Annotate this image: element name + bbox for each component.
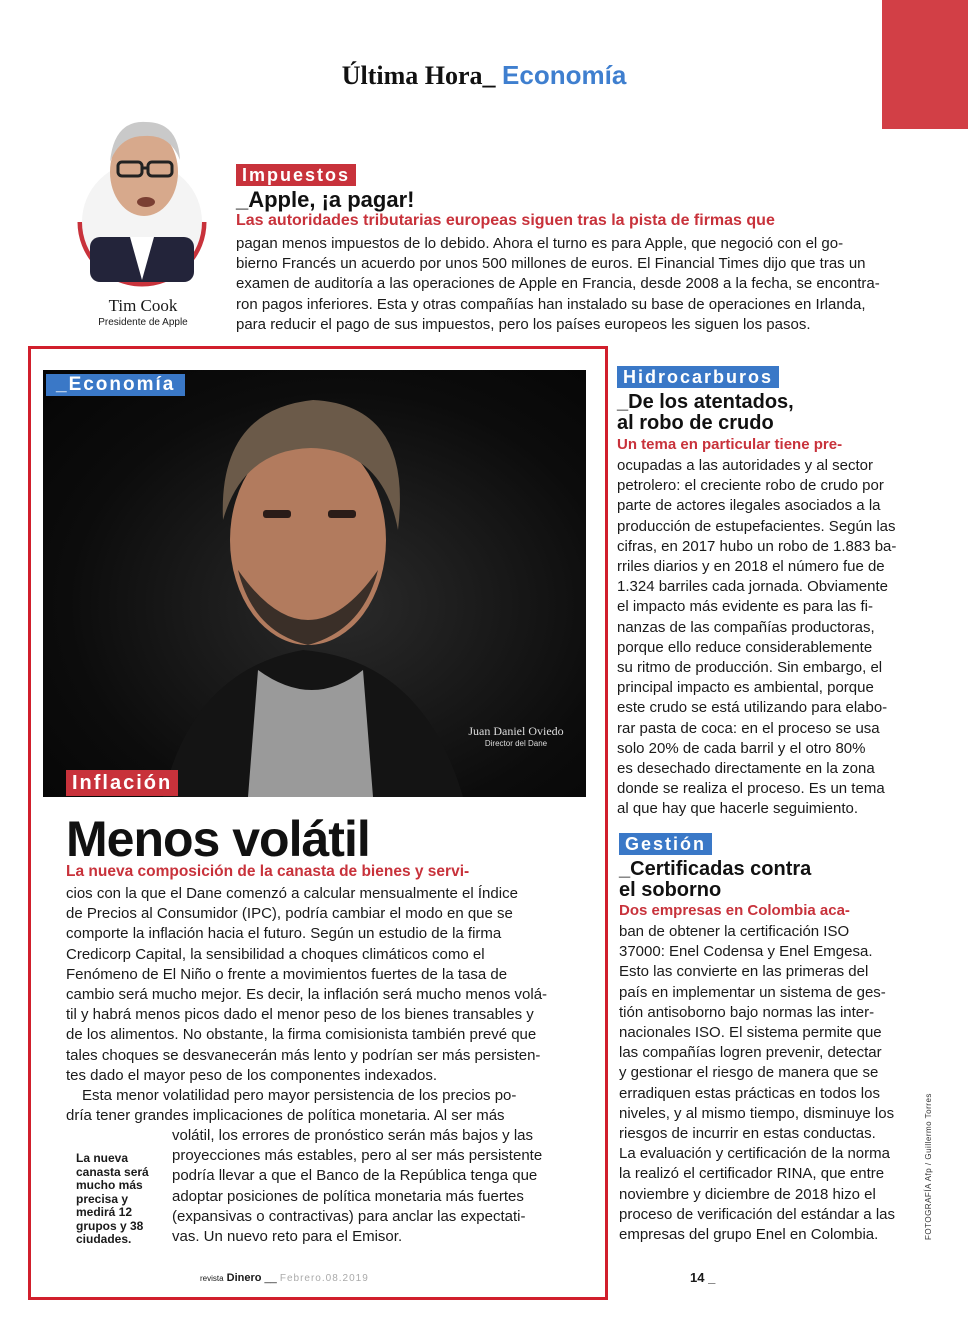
gestion-line: riesgos de incurrir en estas conductas.: [619, 1125, 876, 1143]
main-line: Credicorp Capital, la sensibilidad a choques climáticos como el: [66, 945, 485, 963]
main-line: til y habrá menos picos dado el menor peso de los bienes transables y: [66, 1006, 534, 1024]
gestion-line: proceso de verificación del estándar a las: [619, 1205, 895, 1223]
main-line: de Precios al Consumidor (IPC), podría cambiar el modo en que se: [66, 905, 513, 923]
main-line: podría llevar a que el Banco de la República tenga que: [172, 1167, 538, 1185]
gestion-body: [619, 922, 909, 1245]
footer-brand-small: revista: [200, 1274, 224, 1283]
gestion-line: erradiquen estas prácticas en todos los: [619, 1084, 880, 1102]
footer-brand: Dinero: [226, 1272, 262, 1284]
page-header: [0, 60, 968, 91]
apple-line: pagan menos impuestos de lo debido. Ahora el turno es para Apple, que negoció con el go-: [236, 235, 844, 252]
main-line: proyecciones más estables, pero al ser más persistente: [172, 1147, 543, 1165]
pull-quote-line: precisa y: [76, 1191, 129, 1206]
page-number: 14 _: [690, 1270, 716, 1285]
apple-line: examen de auditoría a las operaciones de Apple en Francia, desde 2008 a la fecha, se encontra-: [236, 275, 880, 293]
gestion-line: niveles, y al mismo tiempo, disminuye los: [619, 1104, 895, 1122]
gestion-line: tión antisoborno bajo normas las inter-: [619, 1003, 875, 1021]
hidro-line: donde se realiza el proceso. Es un tema: [617, 780, 885, 798]
hidro-lead: Un tema en particular tiene pre-: [617, 436, 843, 453]
main-title: Menos volátil: [66, 811, 370, 867]
apple-lead: Las autoridades tributarias europeas siguen tras la pista de firmas que: [236, 212, 775, 229]
economia-section-tag: _Economía: [46, 374, 185, 396]
gestion-lead: Dos empresas en Colombia aca-: [619, 902, 850, 919]
inflacion-tag: Inflación: [66, 770, 178, 796]
main-lead: La nueva composición de la canasta de bienes y servi-: [66, 863, 470, 880]
gestion-line: 37000: Enel Codensa y Enel Emgesa.: [619, 943, 873, 961]
main-body-narrow: [172, 1126, 572, 1247]
hidro-body: [617, 456, 907, 820]
gestion-line: ban de obtener la certificación ISO: [619, 923, 850, 940]
hidro-headline: [617, 392, 794, 434]
hidro-line: producción de estupefacientes. Según las: [617, 517, 896, 535]
apple-headline: _Apple, ¡a pagar!: [236, 187, 415, 212]
gestion-headline-line: _Certificadas contra: [619, 858, 812, 880]
main-line: cios con la que el Dane comenzó a calcular mensualmente el Índice: [66, 885, 518, 902]
gestion-line: nacionales ISO. El sistema permite que: [619, 1024, 882, 1042]
apple-line: para reducir el pago de sus impuestos, pero los países europeos les siguen los pasos.: [236, 315, 811, 333]
hidro-headline-line: al robo de crudo: [617, 412, 774, 434]
main-line: dría tener grandes implicaciones de política monetaria. Al ser más: [66, 1107, 505, 1125]
hidro-line: rriles diarios y en 2018 el número fue de: [617, 558, 885, 576]
portrait-name: Tim Cook: [108, 296, 178, 315]
main-line: (expansivas o contractivas) para anclar las expectati-: [172, 1207, 526, 1225]
portrait-caption: [78, 296, 208, 328]
main-line: cambio será mucho mejor. Es decir, la inflación será mucho menos volá-: [66, 986, 548, 1004]
photo-credit: FOTOGRAFÍA Afp / Guillermo Torres: [924, 1093, 933, 1240]
inflacion-tag-wrap: [66, 770, 178, 796]
gestion-line: las compañías logren prevenir, detectar: [619, 1044, 882, 1062]
hidro-line: petrolero: el creciente robo de crudo por: [617, 477, 884, 495]
gestion-headline-line: el soborno: [619, 879, 722, 901]
hidro-line: el impacto más evidente es para las fi-: [617, 598, 873, 616]
main-line: Esta menor volatilidad pero mayor persistencia de los precios po-: [82, 1087, 517, 1105]
apple-body: [236, 234, 886, 335]
hidro-line: ocupadas a las autoridades y al sector: [617, 457, 873, 474]
hidro-tag-wrap: [617, 366, 779, 388]
photo-caption-name: Juan Daniel Oviedo: [468, 724, 564, 738]
main-line: de los alimentos. No obstante, la firma comisionista también prevé que: [66, 1026, 537, 1044]
pull-quote-line: grupos y 38: [76, 1218, 144, 1233]
tim-cook-portrait: [72, 112, 212, 292]
impuestos-tag-wrap: [236, 164, 356, 186]
header-section: Economía: [502, 60, 627, 90]
hidro-line: solo 20% de cada barril y el otro 80%: [617, 739, 866, 757]
page-footer: [200, 1272, 369, 1284]
pull-quote-line: medirá 12: [76, 1205, 133, 1219]
main-line: comporte la inflación hacia el futuro. Según un estudio de la firma: [66, 925, 502, 943]
gestion-line: Esto las convierte en las primeras del: [619, 963, 869, 981]
apple-line: ron pagos inferiores. Esta y otras compañías han instalado su base de operaciones en Irlanda,: [236, 295, 866, 313]
main-line: tes dado el mayor peso de los componentes indexados.: [66, 1066, 438, 1084]
hidro-line: su ritmo de producción. Sin embargo, el: [617, 659, 883, 677]
main-line: Fenómeno de El Niño o frente a movimientos fuertes de la tasa de: [66, 965, 508, 983]
main-line: volátil, los errores de pronóstico serán más bajos y las: [172, 1127, 533, 1144]
hidro-line: nanzas de las compañías productoras,: [617, 618, 875, 636]
hidro-line: porque ello reduce considerablemente: [617, 638, 873, 656]
impuestos-tag: Impuestos: [236, 164, 356, 186]
footer-date: Febrero.08.2019: [279, 1273, 369, 1284]
photo-caption: [456, 724, 576, 748]
gestion-tag-wrap: [619, 833, 712, 855]
hidro-line: principal impacto es ambiental, porque: [617, 679, 874, 697]
hidro-headline-line: _De los atentados,: [617, 391, 794, 413]
pull-quote: [76, 1152, 166, 1247]
header-title: Última Hora_: [341, 61, 496, 90]
gestion-headline: [619, 859, 811, 901]
pull-quote-line: canasta será: [76, 1164, 149, 1179]
main-line: adoptar posiciones de política monetaria más fuertes: [172, 1187, 524, 1205]
main-line: vas. Un nuevo reto para el Emisor.: [172, 1228, 403, 1246]
pull-quote-line: ciudades.: [76, 1232, 132, 1246]
gestion-line: la realizó el certificador RINA, que entre: [619, 1165, 885, 1183]
pull-quote-line: mucho más: [76, 1178, 143, 1192]
main-line: tales choques se desvanecerán más lento y podrían ser más persisten-: [66, 1046, 541, 1064]
pull-quote-line: La nueva: [76, 1151, 129, 1165]
portrait-role: Presidente de Apple: [98, 317, 188, 328]
hidro-line: este crudo se está utilizando para elabo-: [617, 699, 888, 717]
main-body: [66, 884, 566, 1126]
hidro-line: cifras, en 2017 hubo un robo de 1.883 ba-: [617, 537, 897, 555]
hidro-line: es desechado directamente en la zona: [617, 760, 875, 778]
gestion-line: empresas del grupo Enel en Colombia.: [619, 1226, 879, 1244]
hidro-tag: Hidrocarburos: [617, 366, 779, 388]
hidro-line: 1.324 barriles cada jornada. Obviamente: [617, 578, 888, 596]
economia-section-tag-wrap: [46, 374, 185, 396]
apple-line: bierno Francés un acuerdo por unos 500 millones de euros. El Financial Times dijo que tras un: [236, 255, 866, 273]
hidro-line: al que hay que hacerle seguimiento.: [617, 800, 858, 818]
gestion-line: noviembre y diciembre de 2018 hizo el: [619, 1185, 876, 1203]
footer-separator: __: [264, 1272, 277, 1284]
gestion-tag: Gestión: [619, 833, 712, 855]
gestion-line: La evaluación y certificación de la norma: [619, 1145, 890, 1163]
photo-caption-role: Director del Dane: [484, 739, 548, 748]
gestion-line: y gestionar el riesgo de manera que se: [619, 1064, 879, 1082]
hidro-line: rar pasta de coca: en el proceso se usa: [617, 719, 880, 737]
gestion-line: país en implementar un sistema de ges-: [619, 983, 886, 1001]
hidro-line: parte de actores ilegales asociados a la: [617, 497, 881, 515]
